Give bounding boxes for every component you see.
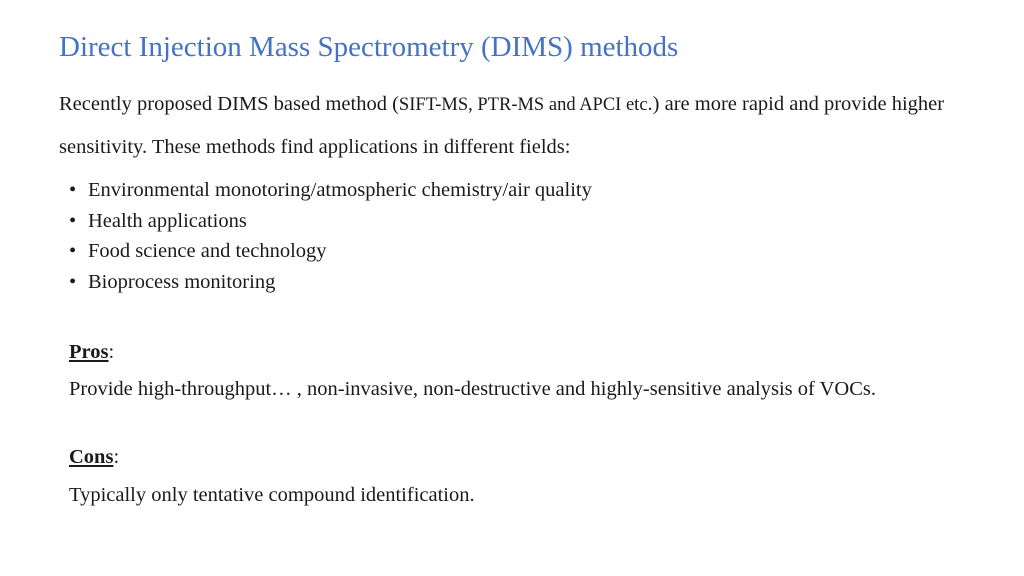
intro-sift-ptr: SIFT-MS, PTR-MS [398, 95, 545, 115]
list-item-text: Bioprocess monitoring [88, 270, 276, 293]
bullet-icon: • [69, 240, 77, 262]
pros-heading [69, 340, 114, 365]
intro-text-end: .) are more rapid and provide higher sensitivity. These methods find applications in different fields: [59, 93, 945, 158]
pros-text: Provide high-throughput… , non-invasive, non-destructive and highly-sensitive analysis of VOCs. [69, 378, 876, 400]
pros-label: Pros [69, 341, 109, 363]
bullet-icon: • [69, 179, 77, 201]
slide-title: Direct Injection Mass Spectrometry (DIMS) methods [59, 31, 679, 63]
list-item [69, 175, 592, 206]
cons-colon: : [113, 446, 120, 468]
cons-heading [69, 445, 119, 470]
pros-colon: : [108, 341, 115, 363]
list-item [69, 267, 592, 298]
list-item-text: Health applications [88, 209, 247, 232]
bullet-icon: • [69, 270, 77, 293]
intro-apci: APCI etc [579, 95, 648, 115]
cons-label: Cons [69, 446, 114, 468]
list-item-text: Food science and technology [88, 240, 327, 262]
cons-text: Typically only tentative compound identification. [69, 484, 475, 506]
list-item [69, 206, 592, 237]
applications-list [69, 175, 592, 297]
bullet-icon: • [69, 209, 77, 232]
intro-paragraph [59, 83, 979, 168]
list-item [69, 236, 592, 267]
list-item-text: Environmental monotoring/atmospheric chemistry/air quality [88, 179, 592, 201]
intro-text-start: Recently proposed DIMS based method ( [59, 93, 399, 115]
intro-and: and [544, 95, 580, 115]
